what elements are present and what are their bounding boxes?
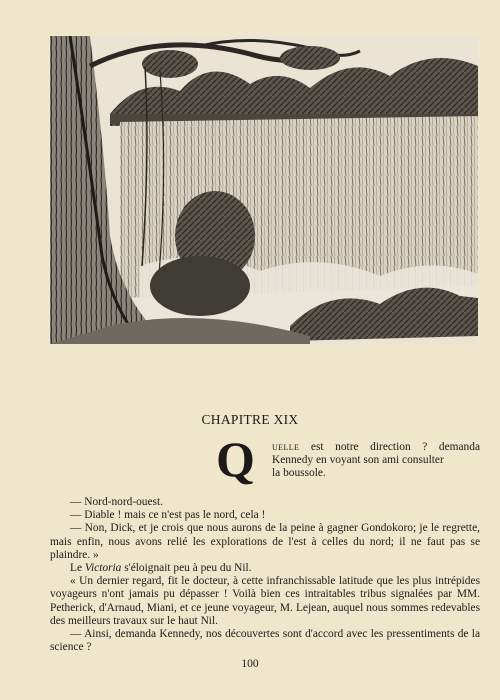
paragraph: — Ainsi, demanda Kennedy, nos découvertes sont d'accord avec les pressentiments de la science ?: [50, 628, 480, 654]
chapter-text: [50, 431, 480, 654]
paragraph: — Nord-nord-ouest.: [70, 496, 164, 508]
waterfall-illustration: [50, 36, 478, 344]
paragraph: — Diable ! mais ce n'est pas le nord, cela !: [70, 509, 266, 522]
page-number: 100: [241, 658, 259, 670]
opening-line-3: la boussole.: [272, 467, 326, 480]
opening-line-1: [272, 441, 480, 454]
paragraph-victoria: [50, 562, 480, 575]
paragraph: — Non, Dick, et je crois que nous aurons de la peine à gagner Gondokoro; je le regrette, mais enfin, nous avons relié les explorations de l'est à celles du nord; il ne faut pas se plaindre. »: [50, 522, 480, 561]
victoria-prefix: Le: [70, 562, 85, 575]
paragraph: « Un dernier regard, fit le docteur, à cette infranchissable latitude que les plus intrépides voyageurs n'ont jamais pu dépasser ! Voilà bien ces intraitables tribus signalées par MM. Petherick, d'Arnaud, Miani, et ce jeune voyageur, M. Lejean, auquel nous sommes redevables des meilleurs travaux sur le haut Nil.: [50, 575, 480, 627]
chapter-title: CHAPITRE XIX: [201, 412, 299, 427]
drop-cap: Q: [216, 431, 255, 487]
opening-line-2: Kennedy en voyant son ami consulter: [272, 454, 444, 467]
opening-paragraph: [50, 431, 480, 496]
waterfall-engraving: [50, 36, 478, 344]
opening-lines: [272, 441, 480, 481]
victoria-suffix: s'éloignait peu à peu du Nil.: [121, 562, 252, 575]
victoria-name: Victoria: [84, 562, 122, 575]
opening-line-1-rest: est notre direction ? demanda: [299, 441, 480, 453]
opening-smallcaps: uelle: [272, 441, 300, 453]
